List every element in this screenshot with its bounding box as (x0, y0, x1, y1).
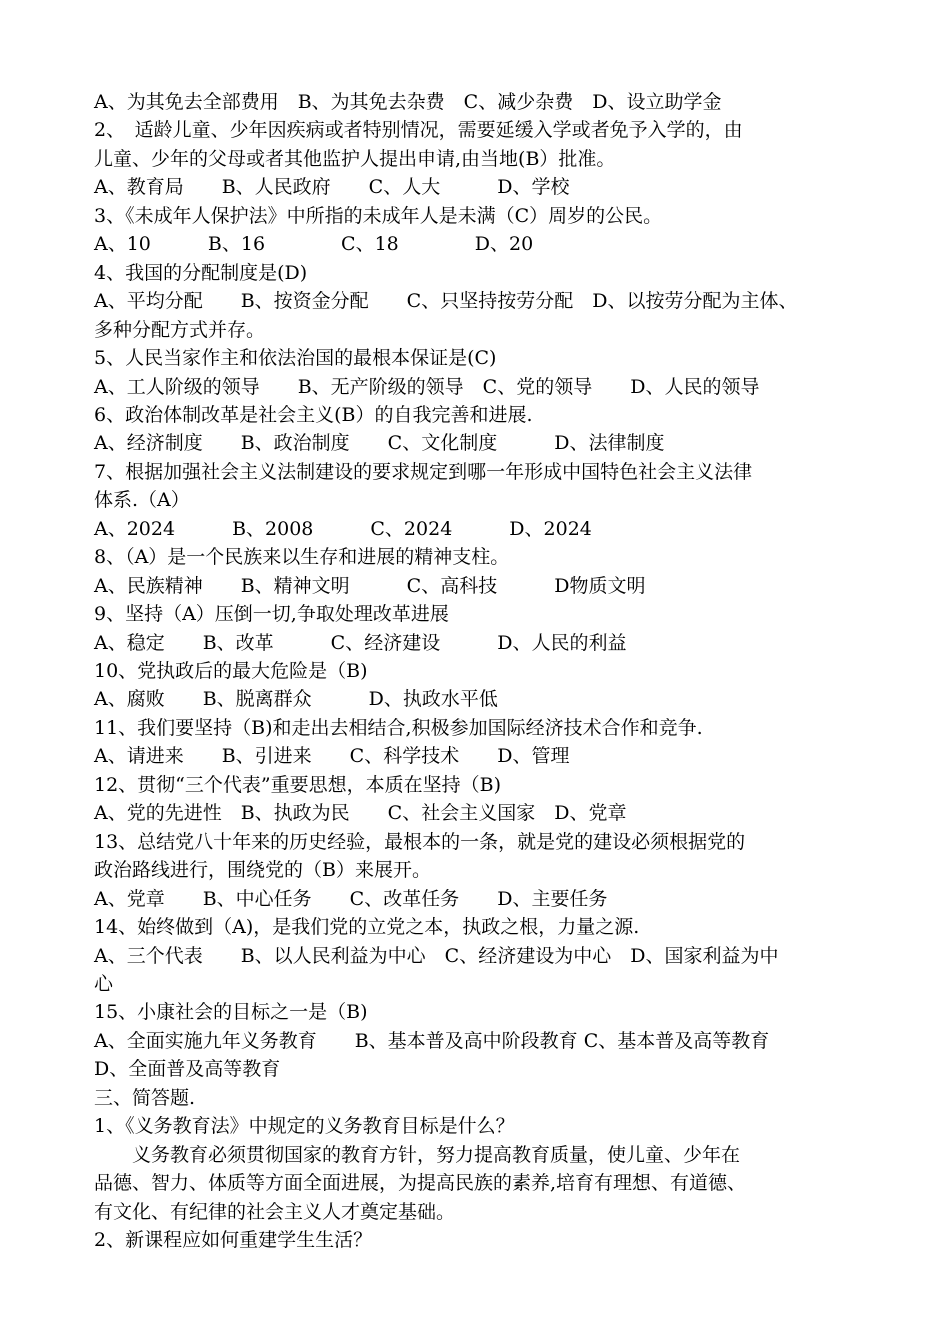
text-line: 多种分配方式并存。 (94, 318, 266, 341)
text-line: 儿童、少年的父母或者其他监护人提出申请,由当地(B）批准。 (94, 147, 616, 170)
text-line: 8、（A）是一个民族来以生存和进展的精神支柱。 (94, 546, 510, 569)
text-line: A、平均分配 B、按资金分配 C、只坚持按劳分配 D、以按劳分配为主体、 (94, 290, 798, 313)
text-line: 4、我国的分配制度是(D) (94, 261, 308, 284)
text-line: 2、 适龄儿童、少年因疾病或者特别情况，需要延缓入学或者免予入学的，由 (94, 119, 743, 142)
text-line: 心 (94, 972, 114, 995)
text-line: A、请进来 B、引进来 C、科学技术 D、管理 (94, 745, 570, 768)
text-line: A、三个代表 B、以人民利益为中心 C、经济建设为中心 D、国家利益为中 (94, 944, 779, 967)
text-line: 9、坚持（A）压倒一切,争取处理改革进展 (94, 603, 449, 626)
text-line: A、全面实施九年义务教育 B、基本普及高中阶段教育 C、基本普及高等教育 (94, 1029, 770, 1052)
text-line: 义务教育必须贯彻国家的教育方针，努力提高教育质量，使儿童、少年在 (94, 1143, 741, 1166)
text-line: 1、《义务教育法》中规定的义务教育目标是什么？ (94, 1115, 515, 1138)
text-line: A、经济制度 B、政治制度 C、文化制度 D、法律制度 (94, 432, 665, 455)
text-line: A、工人阶级的领导 B、无产阶级的领导 C、党的领导 D、人民的领导 (94, 375, 760, 398)
text-line: 体系.（A） (94, 489, 190, 512)
text-line: 14、始终做到（A)，是我们党的立党之本，执政之根，力量之源. (94, 916, 640, 939)
text-line: 有文化、有纪律的社会主义人才奠定基础。 (94, 1200, 456, 1223)
text-line: 10、党执政后的最大危险是（B) (94, 660, 368, 682)
text-line: A、为其免去全部费用 B、为其免去杂费 C、减少杂费 D、设立助学金 (94, 91, 722, 113)
text-line: A、教育局 B、人民政府 C、人大 D、学校 (94, 176, 570, 199)
text-line: 6、政治体制改革是社会主义(B）的自我完善和进展. (94, 403, 533, 426)
text-line: A、稳定 B、改革 C、经济建设 D、人民的利益 (94, 631, 627, 654)
text-line: 11、我们要坚持（B)和走出去相结合,积极参加国际经济技术合作和竞争. (94, 716, 703, 739)
text-line: A、腐败 B、脱离群众 D、执政水平低 (94, 688, 498, 711)
text-line: D、全面普及高等教育 (94, 1058, 281, 1081)
text-line: 7、根据加强社会主义法制建设的要求规定到哪一年形成中国特色社会主义法律 (94, 460, 753, 483)
text-line: A、党章 B、中心任务 C、改革任务 D、主要任务 (94, 887, 608, 910)
text-line: 12、贯彻“三个代表”重要思想，本质在坚持（B) (94, 773, 501, 796)
text-line: 2、新课程应如何重建学生生活？ (94, 1229, 373, 1251)
text-line: 13、总结党八十年来的历史经验，最根本的一条，就是党的建设必须根据党的 (94, 830, 746, 853)
text-line: A、10 B、16 C、18 D、20 (94, 233, 534, 256)
text-line: A、民族精神 B、精神文明 C、高科技 D物质文明 (94, 574, 646, 597)
text-line: 品德、智力、体质等方面全面进展，为提高民族的素养,培育有理想、有道德、 (94, 1172, 747, 1195)
text-line: 3、《未成年人保护法》中所指的未成年人是未满（C）周岁的公民。 (94, 204, 663, 227)
text-line: 15、小康社会的目标之一是（B) (94, 1001, 368, 1024)
text-line: A、党的先进性 B、执政为民 C、社会主义国家 D、党章 (94, 802, 627, 825)
text-line: A、2024 B、2008 C、2024 D、2024 (94, 517, 592, 540)
text-line: 5、人民当家作主和依法治国的最根本保证是(C) (94, 347, 497, 370)
text-line: 政治路线进行，围绕党的（B）来展开。 (94, 859, 431, 882)
text-line: 三、简答题. (94, 1086, 196, 1109)
